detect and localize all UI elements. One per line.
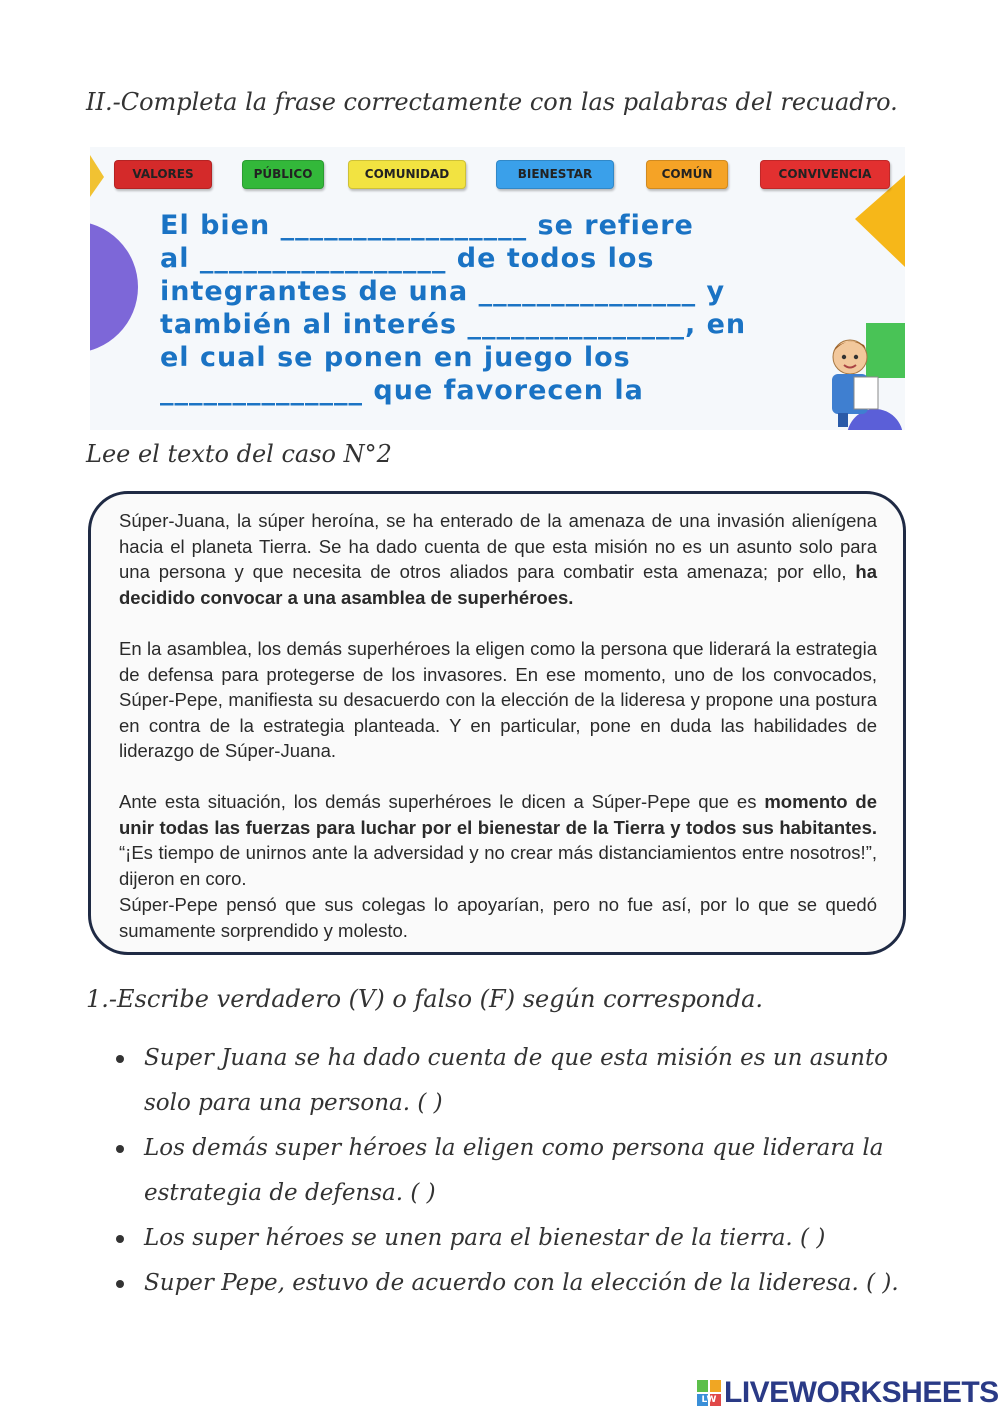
- list-item: [110, 1261, 910, 1306]
- fill-sentence-line-2: al _________________ de todos los: [160, 243, 655, 274]
- case-text-box: [88, 491, 906, 955]
- fill-sentence-line-3: integrantes de una _______________ y: [160, 276, 726, 307]
- case-paragraph-1-text: Súper-Juana, la súper heroína, se ha enterado de la amenaza de una invasión alienígena hacia el planeta Tierra. Se ha dado cuenta de que esta misión no es un asunto solo para una persona y que necesita de otros aliados para combatir esta amenaza; por ello,: [119, 510, 877, 583]
- logo-mark-text: LW: [701, 1395, 717, 1405]
- fill-sentence-line-1: El bien _________________ se refiere: [160, 210, 694, 241]
- logo-text: LIVEWORKSHEETS: [724, 1376, 999, 1409]
- word-chip-publico[interactable]: PÚBLICO: [242, 160, 324, 189]
- true-false-item-1: Super Juana se ha dado cuenta de que esta misión es un asunto solo para una persona. ( ): [144, 1045, 889, 1116]
- word-bank-image: [90, 147, 905, 430]
- list-item: [110, 1036, 910, 1126]
- case-paragraph-1: [119, 508, 877, 610]
- true-false-item-2: Los demás super héroes la eligen como persona que liderara la estrategia de defensa. ( ): [144, 1135, 884, 1206]
- fill-sentence-line-6: ______________ que favorecen la: [160, 375, 644, 406]
- left-triangle-shape: [90, 155, 104, 197]
- word-chip-bienestar[interactable]: BIENESTAR: [496, 160, 614, 189]
- case-paragraph-4: Súper-Pepe pensó que sus colegas lo apoyarían, pero no fue así, por lo que se quedó sumamente sorprendido y molesto.: [119, 894, 877, 941]
- section-heading-completa: II.-Completa la frase correctamente con las palabras del recuadro.: [86, 88, 898, 116]
- word-chip-valores[interactable]: VALORES: [114, 160, 212, 189]
- liveworksheets-logo: [697, 1376, 999, 1410]
- question-1-heading: 1.-Escribe verdadero (V) o falso (F) según corresponda.: [86, 985, 764, 1013]
- word-chip-comun[interactable]: COMÚN: [646, 160, 728, 189]
- right-square-shape: [866, 323, 905, 378]
- case-paragraph-3-quote: “¡Es tiempo de unirnos ante la adversidad y no crear más distanciamientos entre nosotros!”, dijeron en coro.: [119, 842, 877, 889]
- true-false-item-3: Los super héroes se unen para el bienestar de la tierra. ( ): [144, 1225, 826, 1251]
- case-paragraph-3-bold: momento de unir todas las fuerzas para luchar por el bienestar de la Tierra y todos sus habitantes.: [119, 791, 878, 838]
- left-half-circle-shape: [90, 221, 138, 353]
- case-paragraph-3: [119, 789, 877, 891]
- case-paragraph-1-bold: ha decidido convocar a una asamblea de superhéroes.: [119, 561, 878, 608]
- true-false-list: [110, 1036, 910, 1306]
- word-chip-convivencia[interactable]: CONVIVENCIA: [760, 160, 890, 189]
- case-paragraph-3-text: Ante esta situación, los demás superhéroes le dicen a Súper-Pepe que es: [119, 791, 757, 812]
- liveworksheets-logo-icon: [697, 1380, 721, 1406]
- fill-sentence-line-5: el cual se ponen en juego los: [160, 342, 631, 373]
- fill-sentence-line-4: también al interés _______________, en: [160, 309, 747, 340]
- list-item: [110, 1216, 910, 1261]
- case-paragraph-2: En la asamblea, los demás superhéroes la eligen como la persona que liderará la estrategia de defensa para protegerse de los invasores. En ese momento, uno de los convocados, Súper-Pepe, manifiesta su desacuerdo con la elección de la lideresa y propone una postura en contra de la estrategia planteada. Y en particular, pone en duda las habilidades de liderazgo de Súper-Juana.: [119, 638, 877, 762]
- true-false-item-4: Super Pepe, estuvo de acuerdo con la elección de la lideresa. ( ).: [144, 1270, 899, 1296]
- case-heading: Lee el texto del caso N°2: [86, 440, 392, 468]
- word-chip-comunidad[interactable]: COMUNIDAD: [348, 160, 466, 189]
- list-item: [110, 1126, 910, 1216]
